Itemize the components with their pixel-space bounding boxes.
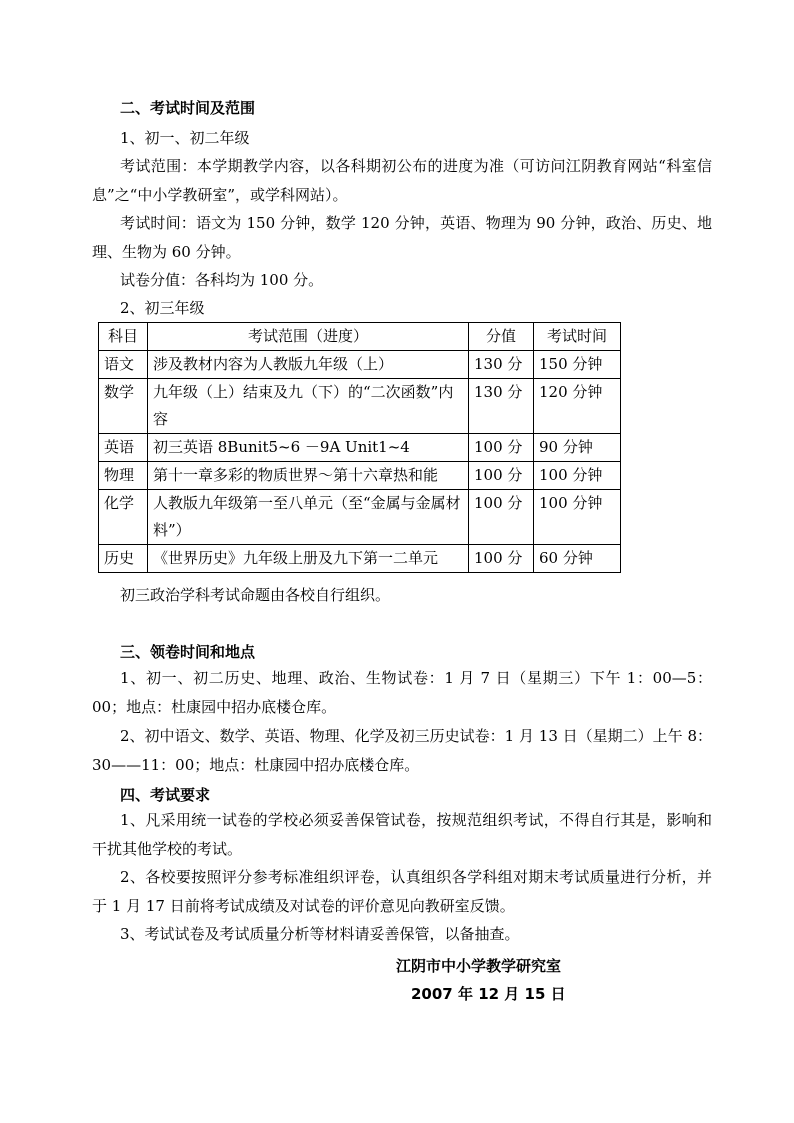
- duration-cell: 100 分钟: [534, 462, 621, 490]
- score-cell: 100 分: [469, 490, 534, 545]
- subject-cell: 历史: [99, 545, 148, 573]
- pickup-item-2: 2、初中语文、数学、英语、物理、化学及初三历史试卷：1 月 13 日（星期二）上午 8：30——11：00；地点：杜康园中招办底楼仓库。: [92, 727, 712, 774]
- table-row: [99, 545, 621, 573]
- table-header-cell: 分值: [469, 323, 534, 351]
- exam-scope-paragraph: 考试范围：本学期教学内容，以各科期初公布的进度为准（可访问江阴教育网站“科室信息”之“中小学教研室”，或学科网站）。: [92, 157, 712, 204]
- section2-sub2: 2、初三年级: [120, 299, 205, 317]
- requirement-item-3: 3、考试试卷及考试质量分析等材料请妥善保管，以备抽查。: [120, 925, 520, 943]
- subject-cell: 物理: [99, 462, 148, 490]
- scope-cell: 涉及教材内容为人教版九年级（上）: [148, 351, 469, 379]
- scope-cell: 初三英语 8Bunit5~6 －9A Unit1~4: [148, 434, 469, 462]
- subject-cell: 英语: [99, 434, 148, 462]
- table-row: [99, 379, 621, 434]
- score-cell: 130 分: [469, 379, 534, 434]
- table-row: [99, 462, 621, 490]
- scope-cell: 《世界历史》九年级上册及九下第一二单元: [148, 545, 469, 573]
- grade9-exam-table: [98, 322, 621, 573]
- duration-cell: 150 分钟: [534, 351, 621, 379]
- exam-time-paragraph: 考试时间：语文为 150 分钟，数学 120 分钟，英语、物理为 90 分钟，政治、历史、地理、生物为 60 分钟。: [92, 214, 712, 261]
- table-row: [99, 434, 621, 462]
- table-header-cell: 考试时间: [534, 323, 621, 351]
- signature-date: 2007 年 12 月 15 日: [411, 985, 566, 1003]
- grade9-politics-note: 初三政治学科考试命题由各校自行组织。: [120, 586, 391, 604]
- subject-cell: 数学: [99, 379, 148, 434]
- scope-cell: 人教版九年级第一至八单元（至“金属与金属材料”）: [148, 490, 469, 545]
- pickup-item-1: 1、初一、初二历史、地理、政治、生物试卷：1 月 7 日（星期三）下午 1：00—5：00；地点：杜康园中招办底楼仓库。: [92, 669, 712, 716]
- scope-cell: 第十一章多彩的物质世界～第十六章热和能: [148, 462, 469, 490]
- table-row: [99, 351, 621, 379]
- duration-cell: 90 分钟: [534, 434, 621, 462]
- table-row: [99, 490, 621, 545]
- duration-cell: 100 分钟: [534, 490, 621, 545]
- duration-cell: 60 分钟: [534, 545, 621, 573]
- scope-cell: 九年级（上）结束及九（下）的“二次函数”内容: [148, 379, 469, 434]
- section3-heading: 三、领卷时间和地点: [120, 643, 256, 661]
- signature-org: 江阴市中小学教学研究室: [396, 957, 562, 975]
- score-cell: 100 分: [469, 434, 534, 462]
- section2-sub1: 1、初一、初二年级: [120, 129, 250, 147]
- exam-score-line: 试卷分值：各科均为 100 分。: [120, 271, 324, 289]
- table-header-row: [99, 323, 621, 351]
- section4-heading: 四、考试要求: [120, 786, 211, 804]
- subject-cell: 语文: [99, 351, 148, 379]
- table-header-cell: 科目: [99, 323, 148, 351]
- subject-cell: 化学: [99, 490, 148, 545]
- requirement-item-2: 2、各校要按照评分参考标准组织评卷，认真组织各学科组对期末考试质量进行分析，并于 1 月 17 日前将考试成绩及对试卷的评价意见向教研室反馈。: [92, 868, 712, 915]
- requirement-item-1: 1、凡采用统一试卷的学校必须妥善保管试卷，按规范组织考试，不得自行其是，影响和干扰其他学校的考试。: [92, 811, 712, 858]
- score-cell: 100 分: [469, 545, 534, 573]
- duration-cell: 120 分钟: [534, 379, 621, 434]
- score-cell: 130 分: [469, 351, 534, 379]
- table-header-cell: 考试范围（进度）: [148, 323, 469, 351]
- score-cell: 100 分: [469, 462, 534, 490]
- section2-heading: 二、考试时间及范围: [120, 99, 256, 117]
